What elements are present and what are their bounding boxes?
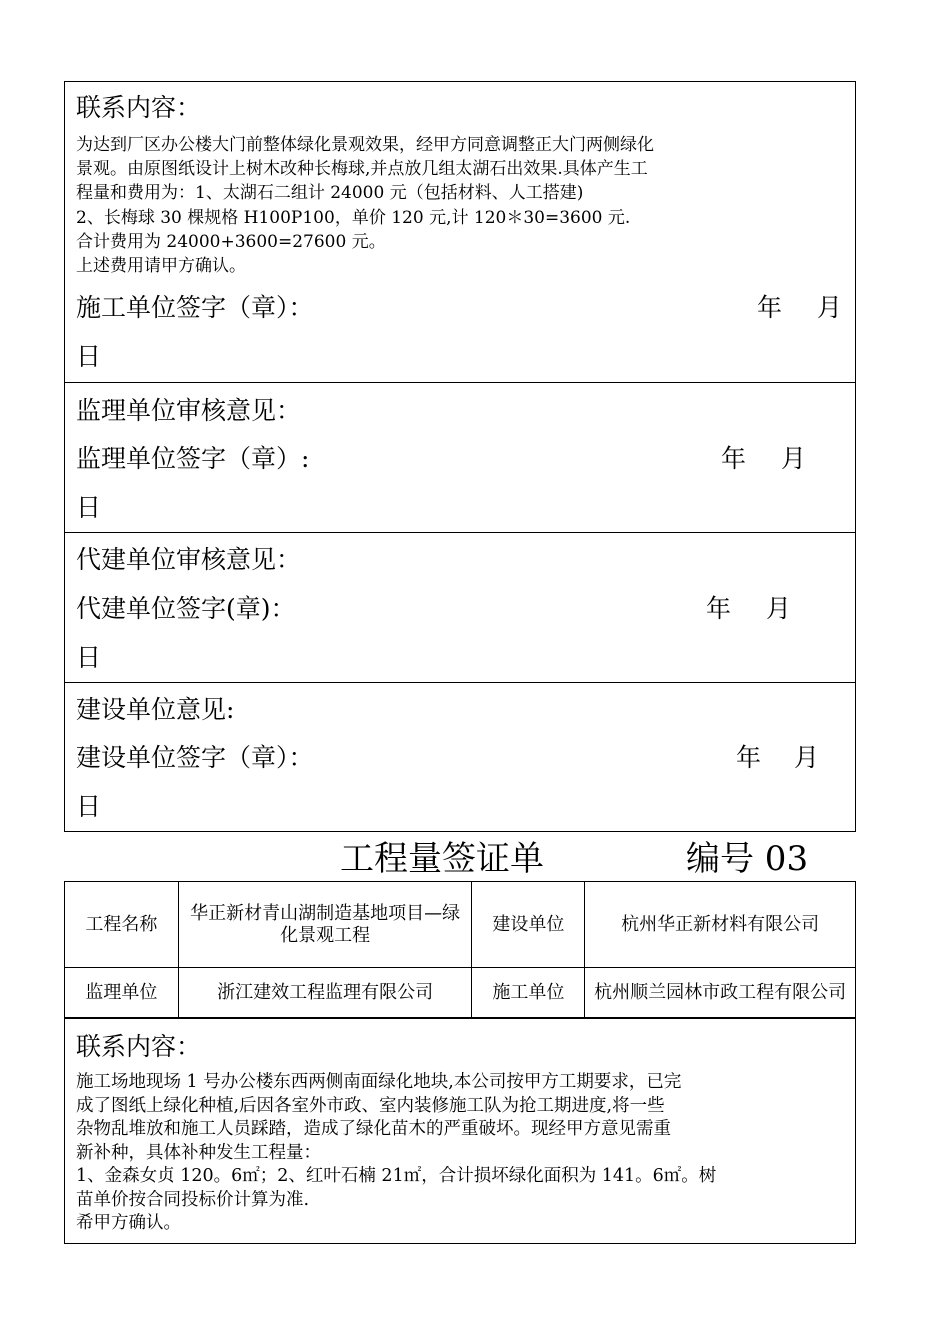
supervisor-heading: 监理单位审核意见： (76, 396, 302, 425)
contact-line: 程量和费用为：1、太湖石二组计 24000 元（包括材料、人工搭建) (76, 183, 584, 203)
contact-line: 新补种，具体补种发生工程量： (76, 1142, 321, 1163)
form-title-row (0, 838, 950, 880)
month-label: 月 (817, 293, 843, 322)
contact-heading: 联系内容： (76, 93, 202, 122)
contact-line: 为达到厂区办公楼大门前整体绿化景观效果，经甲方同意调整正大门两侧绿化 (76, 135, 654, 155)
contractor-label: 施工单位 (472, 968, 585, 1018)
project-name-value: 华正新材青山湖制造基地项目—绿化景观工程 (178, 882, 472, 968)
day-label: 日 (76, 643, 102, 672)
year-label: 年 (736, 743, 762, 772)
contractor-sign-label: 施工单位签字（章）： (76, 293, 314, 322)
year-label: 年 (721, 444, 747, 473)
contact-line: 2、长梅球 30 棵规格 H100P100，单价 120 元,计 120＊30=3600 元. (76, 208, 631, 228)
contact-line: 施工场地现场 1 号办公楼东西两侧南面绿化地块,本公司按甲方工期要求，已完 (76, 1072, 682, 1092)
project-name-label: 工程名称 (65, 882, 179, 968)
month-label: 月 (766, 594, 792, 623)
contact-line: 合计费用为 24000+3600=27600 元。 (76, 232, 386, 252)
owner-section (65, 682, 855, 831)
contact-line: 上述费用请甲方确认。 (76, 256, 246, 276)
contact-line: 成了图纸上绿化种植,后因各室外市政、室内装修施工队为抢工期进度,将一些 (76, 1095, 665, 1116)
supervisor-label: 监理单位 (65, 968, 179, 1018)
day-label: 日 (76, 792, 102, 821)
supervisor-section (65, 382, 855, 532)
contact-line: 景观。由原图纸设计上树木改种长梅球,并点放几组太湖石出效果.具体产生工 (76, 159, 648, 179)
owner-heading: 建设单位意见: (76, 695, 235, 724)
approval-form (64, 81, 856, 832)
month-label: 月 (794, 743, 820, 772)
day-label: 日 (76, 342, 102, 371)
form-number: 编号 03 (686, 839, 809, 879)
form-title: 工程量签证单 (340, 839, 544, 879)
contact-line: 苗单价按合同投标价计算为准. (76, 1189, 310, 1210)
agent-section (65, 532, 855, 682)
contractor-value: 杭州顺兰园林市政工程有限公司 (585, 968, 856, 1018)
contact-content-box (64, 1018, 856, 1244)
supervisor-value: 浙江建效工程监理有限公司 (178, 968, 472, 1018)
owner-value: 杭州华正新材料有限公司 (585, 882, 856, 968)
contact-section (65, 82, 855, 382)
contact-line: 1、金森女贞 120。6㎡；2、红叶石楠 21㎡，合计损坏绿化面积为 141。6㎡。树 (76, 1166, 717, 1186)
month-label: 月 (781, 444, 807, 473)
day-label: 日 (76, 493, 102, 522)
contact-line: 希甲方确认。 (76, 1213, 181, 1233)
year-label: 年 (706, 594, 732, 623)
contact-line: 杂物乱堆放和施工人员踩踏，造成了绿化苗木的严重破坏。现经甲方意见需重 (76, 1119, 671, 1139)
owner-label: 建设单位 (472, 882, 585, 968)
agent-sign-label: 代建单位签字(章)： (76, 594, 296, 623)
year-label: 年 (757, 293, 783, 322)
agent-heading: 代建单位审核意见： (76, 545, 302, 574)
project-info-table (64, 881, 856, 1018)
supervisor-sign-label: 监理单位签字（章）: (76, 444, 310, 473)
owner-sign-label: 建设单位签字（章）： (76, 743, 314, 772)
contact-heading: 联系内容： (76, 1032, 202, 1061)
contact-body (76, 1071, 847, 1236)
